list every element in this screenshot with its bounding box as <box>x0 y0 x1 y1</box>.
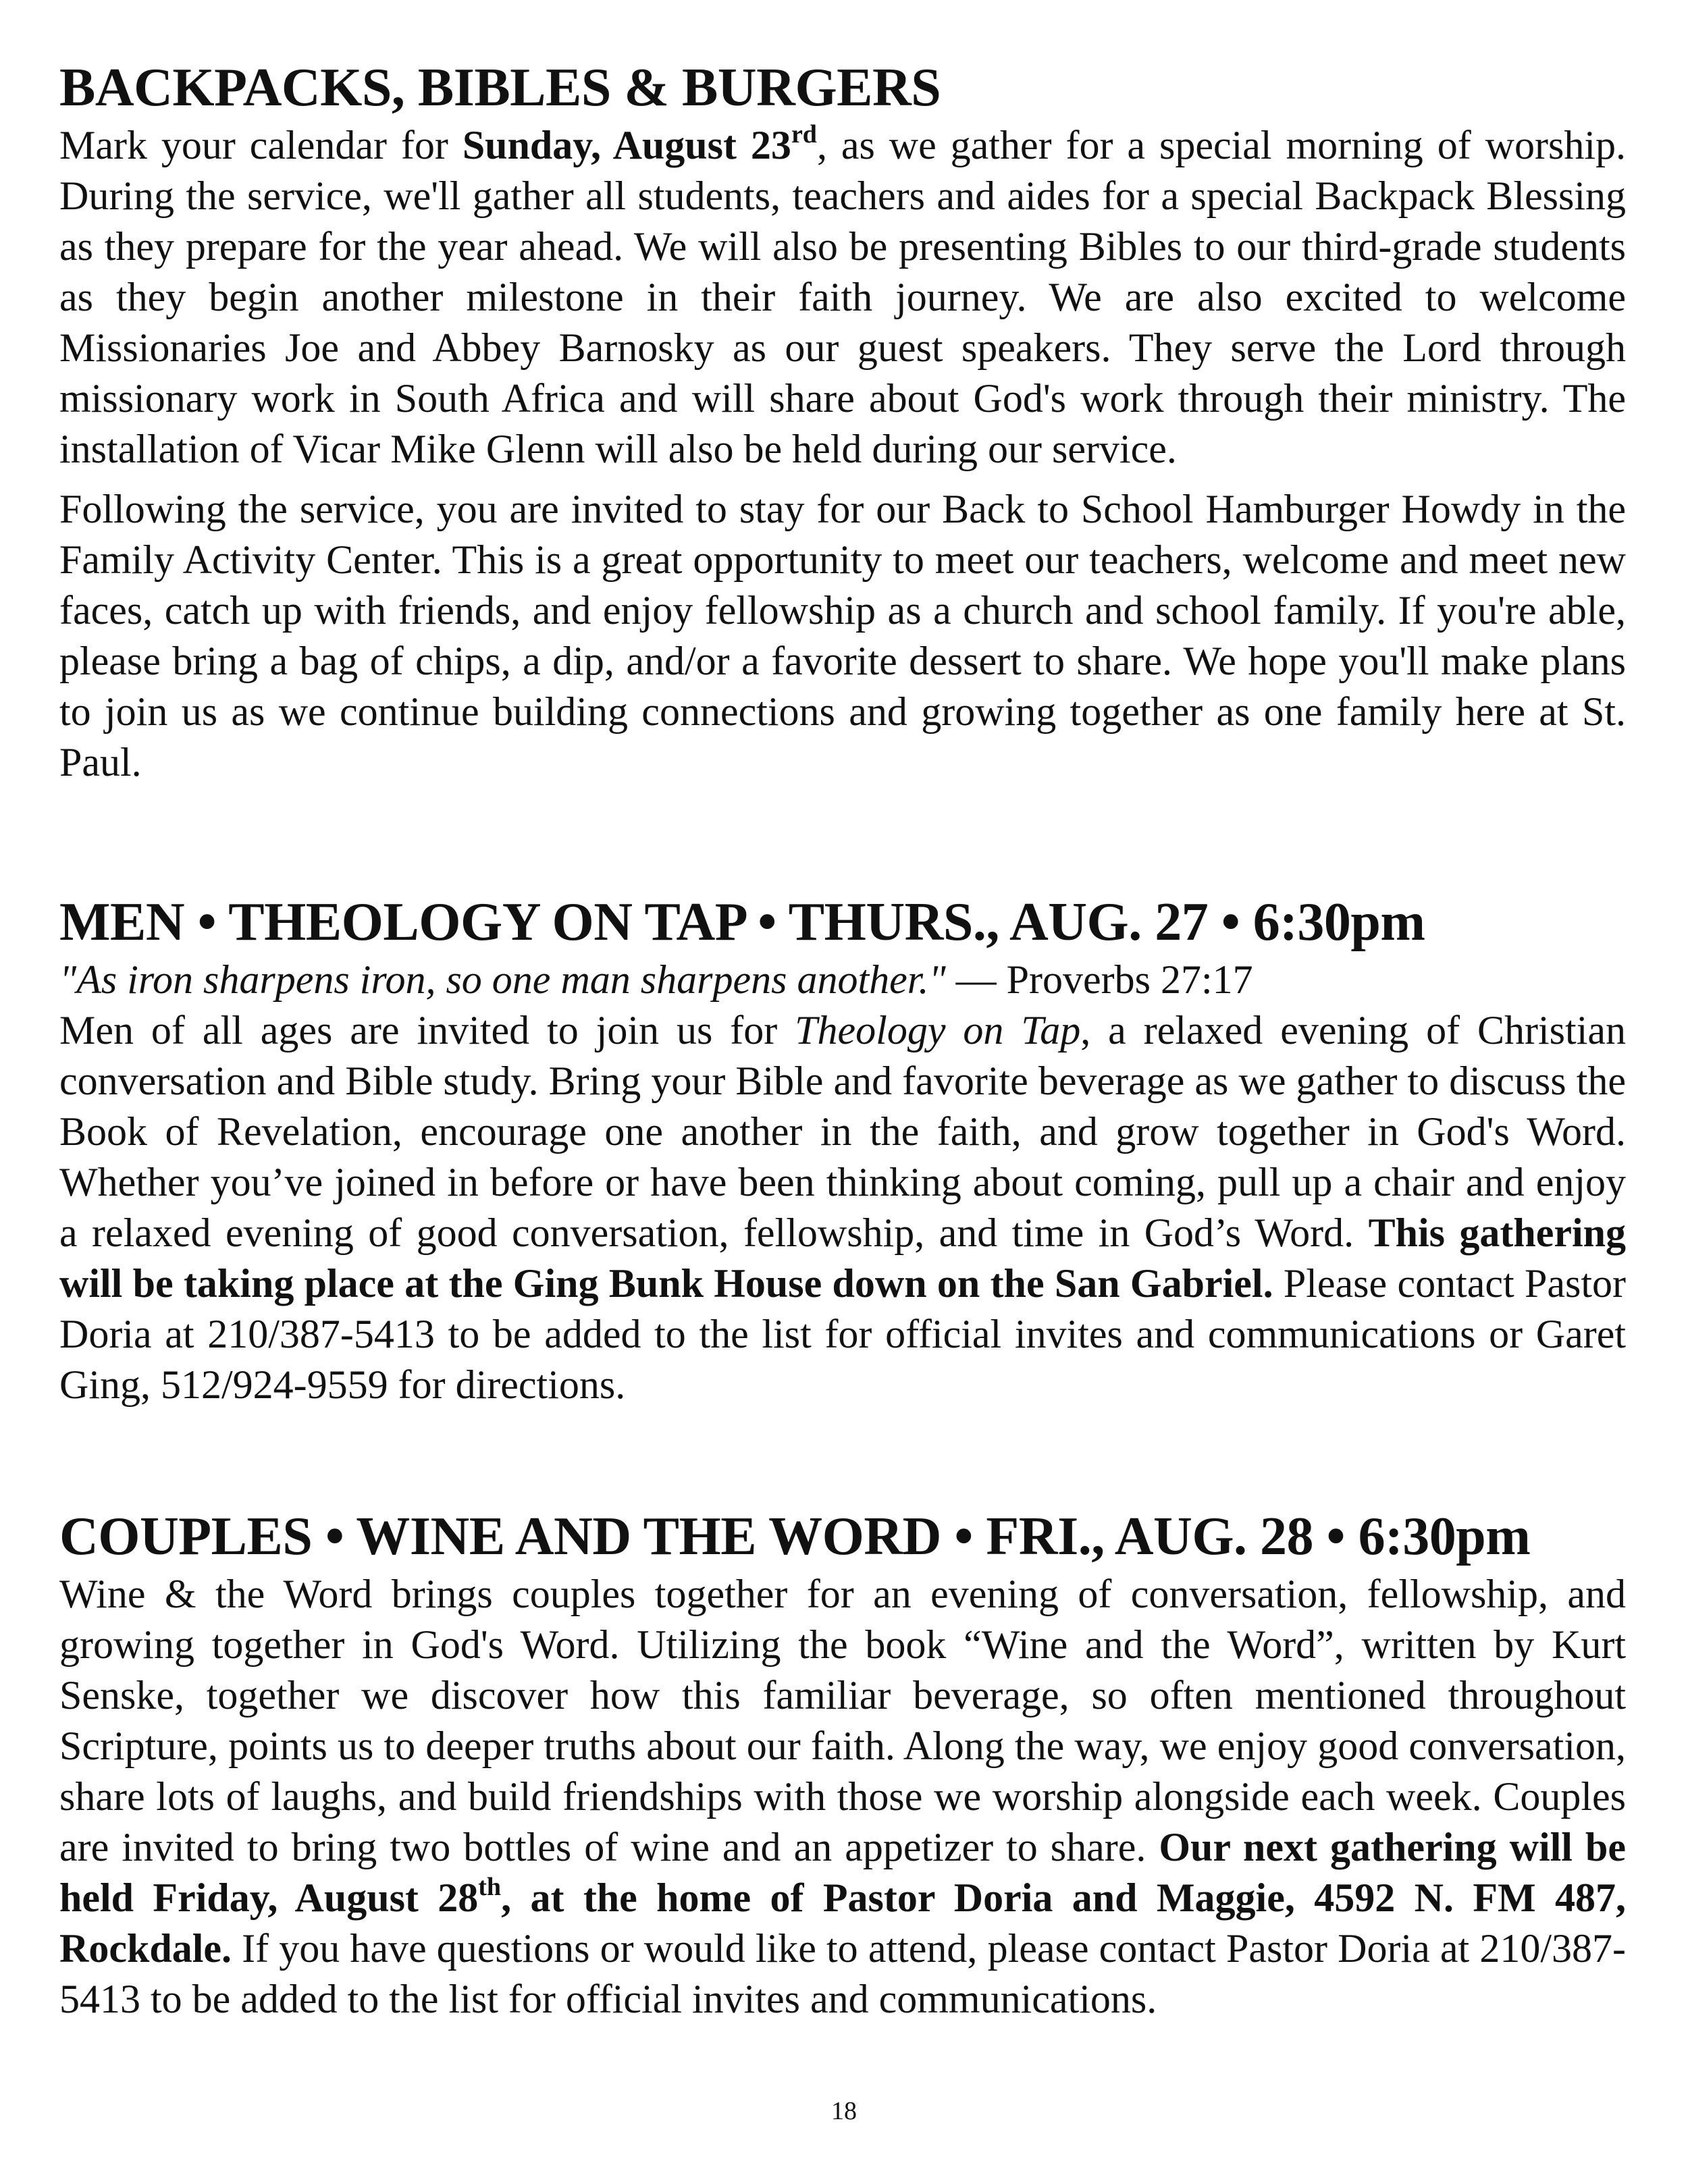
event-name: Theology on Tap <box>795 1008 1081 1053</box>
scripture-quote: "As iron sharpens iron, so one man sharpens another." — Proverbs 27:17 <box>59 957 1253 1002</box>
quote-source: — Proverbs 27:17 <box>945 957 1253 1002</box>
section-paragraph: Men of all ages are invited to join us for Theology on Tap, a relaxed evening of Christian conversation and Bible study. Bring your Bible and favorite beverage as we gather to discuss the Book of Revelation, encourage one another in the faith, and grow together in God's Word. Whether you’ve joined in before or have been thinking about coming, pull up a chair and enjoy a relaxed evening of good conversation, fellowship, and time in God’s Word. This gathering will be taking place at the Ging Bunk House down on the San Gabriel. Please contact Pastor Doria at 210/387-5413 to be added to the list for official invites and communications or Garet Ging, 512/924-9559 for directions. <box>59 1008 1627 1407</box>
bulletin-page <box>59 0 1626 2184</box>
page-number: 18 <box>831 2097 857 2125</box>
location-note: This gathering will be taking place at the Ging Bunk House down on the San Gabriel. <box>59 1210 1627 1306</box>
section-paragraph: Mark your calendar for Sunday, August 23rd, as we gather for a special morning of worship. During the service, we'll gather all students, teachers and aides for a special Backpack Blessing as they prepare for the year ahead. We will also be presenting Bibles to our third-grade students as they begin another milestone in their faith journey. We are also excited to welcome Missionaries Joe and Abbey Barnosky as our guest speakers. They serve the Lord through missionary work in South Africa and will share about God's work through their ministry. The installation of Vicar Mike Glenn will also be held during our service. <box>59 120 1626 471</box>
section-paragraph: Wine & the Word brings couples together for an evening of conversation, fellowship, and growing together in God's Word. Utilizing the book “Wine and the Word”, written by Kurt Senske, together we discover how this familiar beverage, so often mentioned throughout Scripture, points us to deeper truths about our faith. Along the way, we enjoy good conversation, share lots of laughs, and build friendships with those we worship alongside each week. Couples are invited to bring two bottles of wine and an appetizer to share. Our next gathering will be held Friday, August 28th, at the home of Pastor Doria and Maggie, 4592 N. FM 487, Rockdale. If you have questions or would like to attend, please contact Pastor Doria at 210/387-5413 to be added to the list for official invites and communications. <box>59 1572 1626 2021</box>
bold-date: Sunday, August 23rd <box>462 120 817 167</box>
section-backpacks-bibles-burgers <box>59 55 1626 788</box>
section-heading: MEN • THEOLOGY ON TAP • THURS., AUG. 27 • 6:30pm <box>59 893 1425 952</box>
section-wine-and-the-word <box>59 1504 1626 2025</box>
section-theology-on-tap <box>59 890 1626 1410</box>
section-heading: BACKPACKS, BIBLES & BURGERS <box>59 58 941 117</box>
section-paragraph: Following the service, you are invited to stay for our Back to School Hamburger Howdy in the Family Activity Center. This is a great opportunity to meet our teachers, welcome and meet new faces, catch up with friends, and enjoy fellowship as a church and school family. If you're able, please bring a bag of chips, a dip, and/or a favorite dessert to share. We hope you'll make plans to join us as we continue building connections and growing together as one family here at St. Paul. <box>59 487 1626 784</box>
section-heading: COUPLES • WINE AND THE WORD • FRI., AUG. 28 • 6:30pm <box>59 1507 1531 1566</box>
gathering-details: Our next gathering will be held Friday, August 28th, at the home of Pastor Doria and Maggie, 4592 N. FM 487, Rockdale. <box>59 1825 1626 1971</box>
